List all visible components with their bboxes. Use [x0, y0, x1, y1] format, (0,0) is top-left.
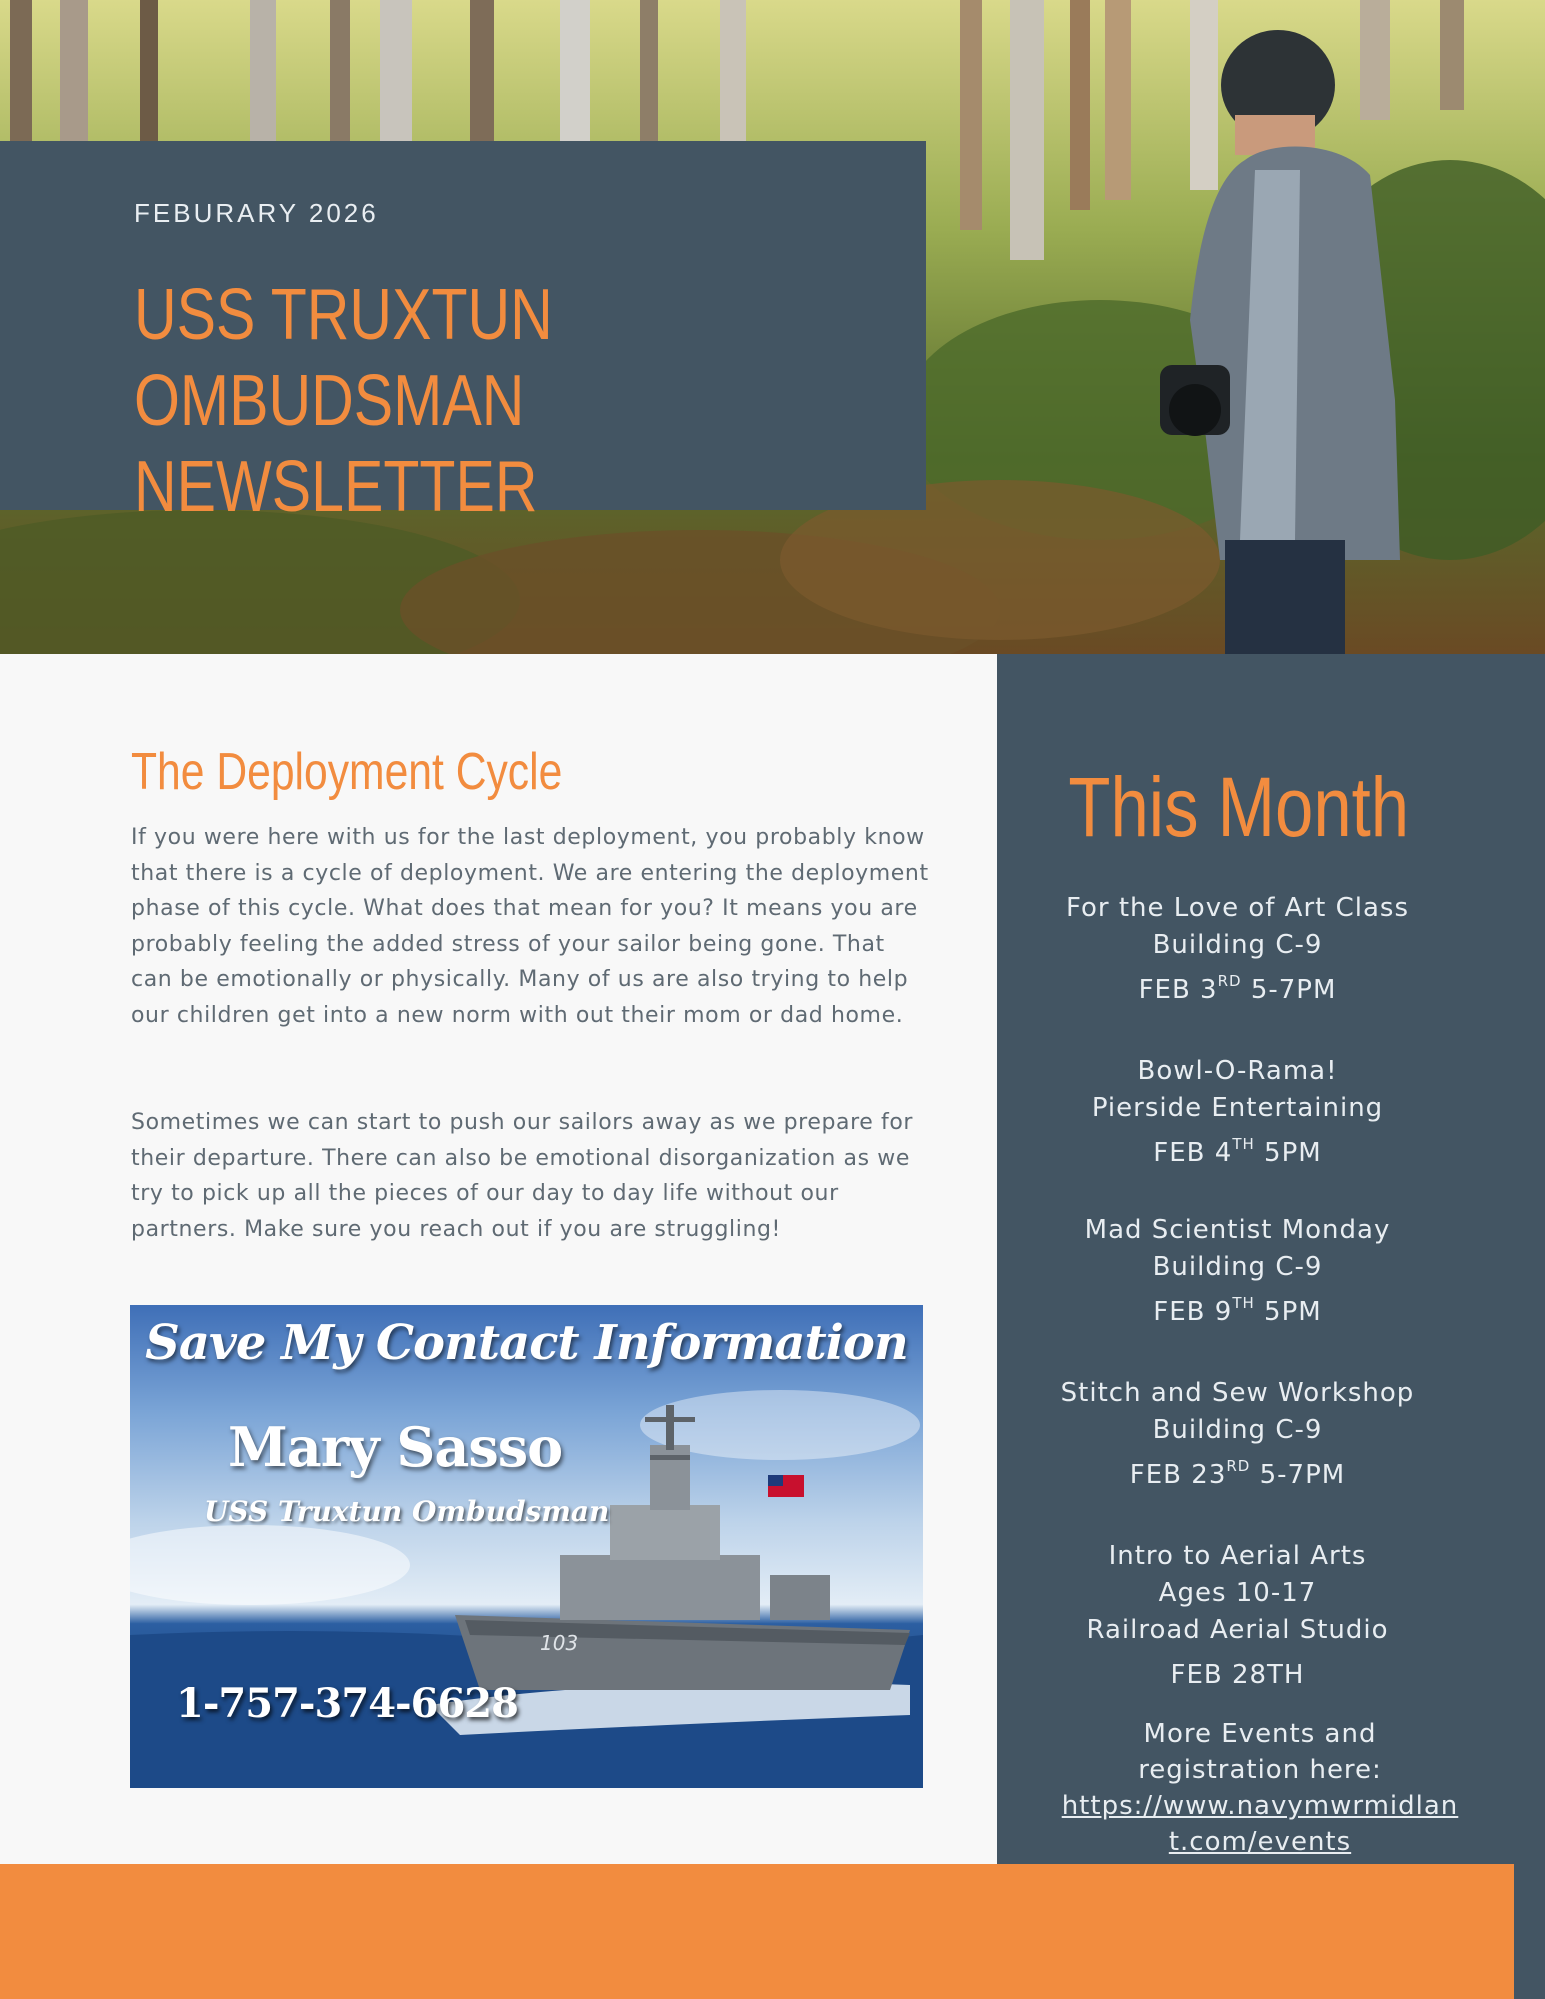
ombudsman-phone: 1-757-374-6628 [176, 1680, 518, 1727]
event-name: Mad Scientist Monday [1084, 1215, 1391, 1245]
event-date: FEB 23RD 5-7PM [1129, 1457, 1346, 1490]
hull-number: 103 [540, 1631, 579, 1655]
ombudsman-name: Mary Sasso [228, 1415, 563, 1479]
more-events-text-1: More Events and [1143, 1719, 1377, 1749]
sidebar-title: This Month [1068, 760, 1410, 854]
article-heading: The Deployment Cycle [131, 743, 563, 801]
issue-date: FEBURARY 2026 [134, 198, 379, 228]
events-link[interactable]: https://www.navymwrmidlant.com/events [1061, 1791, 1459, 1857]
event-location: Pierside Entertaining [1091, 1093, 1384, 1123]
event-name: Intro to Aerial Arts [1108, 1541, 1367, 1571]
event-location: Railroad Aerial Studio [1086, 1615, 1389, 1645]
article-paragraph-2: Sometimes we can start to push our sailors away as we prepare for their departure. There can also be emotional disorganization as we try to pick up all the pieces of our day to day life without our partners. Make sure you reach out if you are struggling! [131, 1110, 914, 1242]
event-item [1040, 1375, 1435, 1494]
newsletter-title [134, 272, 872, 530]
event-date: FEB 9TH 5PM [1153, 1294, 1322, 1327]
event-date: FEB 4TH 5PM [1153, 1135, 1322, 1168]
event-location: Building C-9 [1152, 930, 1323, 960]
event-location: Building C-9 [1152, 1252, 1323, 1282]
contact-card-heading: Save My Contact Information [145, 1315, 908, 1371]
footer-bar [0, 1864, 1514, 1999]
ombudsman-role: USS Truxtun Ombudsman [204, 1495, 610, 1528]
article-paragraph-1: If you were here with us for the last deployment, you probably know that there is a cycle of deployment. We are entering the deployment phase of this cycle. What does that mean for you? It means you are probably feeling the added stress of your sailor being gone. That can be emotionally or physically. Many of us are also trying to help our children get into a new norm with out their mom or dad home. [131, 825, 929, 1028]
event-item [1040, 1538, 1435, 1694]
event-item [1040, 890, 1435, 1009]
event-name: Stitch and Sew Workshop [1060, 1378, 1415, 1408]
event-item [1040, 1053, 1435, 1172]
event-name: Bowl-O-Rama! [1137, 1056, 1338, 1086]
contact-card-image [130, 1305, 923, 1788]
event-date: FEB 3RD 5-7PM [1138, 972, 1337, 1005]
event-age-range: Ages 10-17 [1158, 1578, 1317, 1608]
more-events-text-2: registration here: [1138, 1755, 1382, 1785]
event-item [1040, 1212, 1435, 1331]
title-line-2: NEWSLETTER [134, 447, 538, 527]
footer-sidebar-edge [1514, 1864, 1545, 1999]
more-events [1055, 1716, 1465, 1860]
event-name: For the Love of Art Class [1065, 893, 1410, 923]
event-location: Building C-9 [1152, 1415, 1323, 1445]
event-date: FEB 28TH [1170, 1660, 1305, 1690]
title-line-1: USS TRUXTUN OMBUDSMAN [134, 275, 553, 441]
